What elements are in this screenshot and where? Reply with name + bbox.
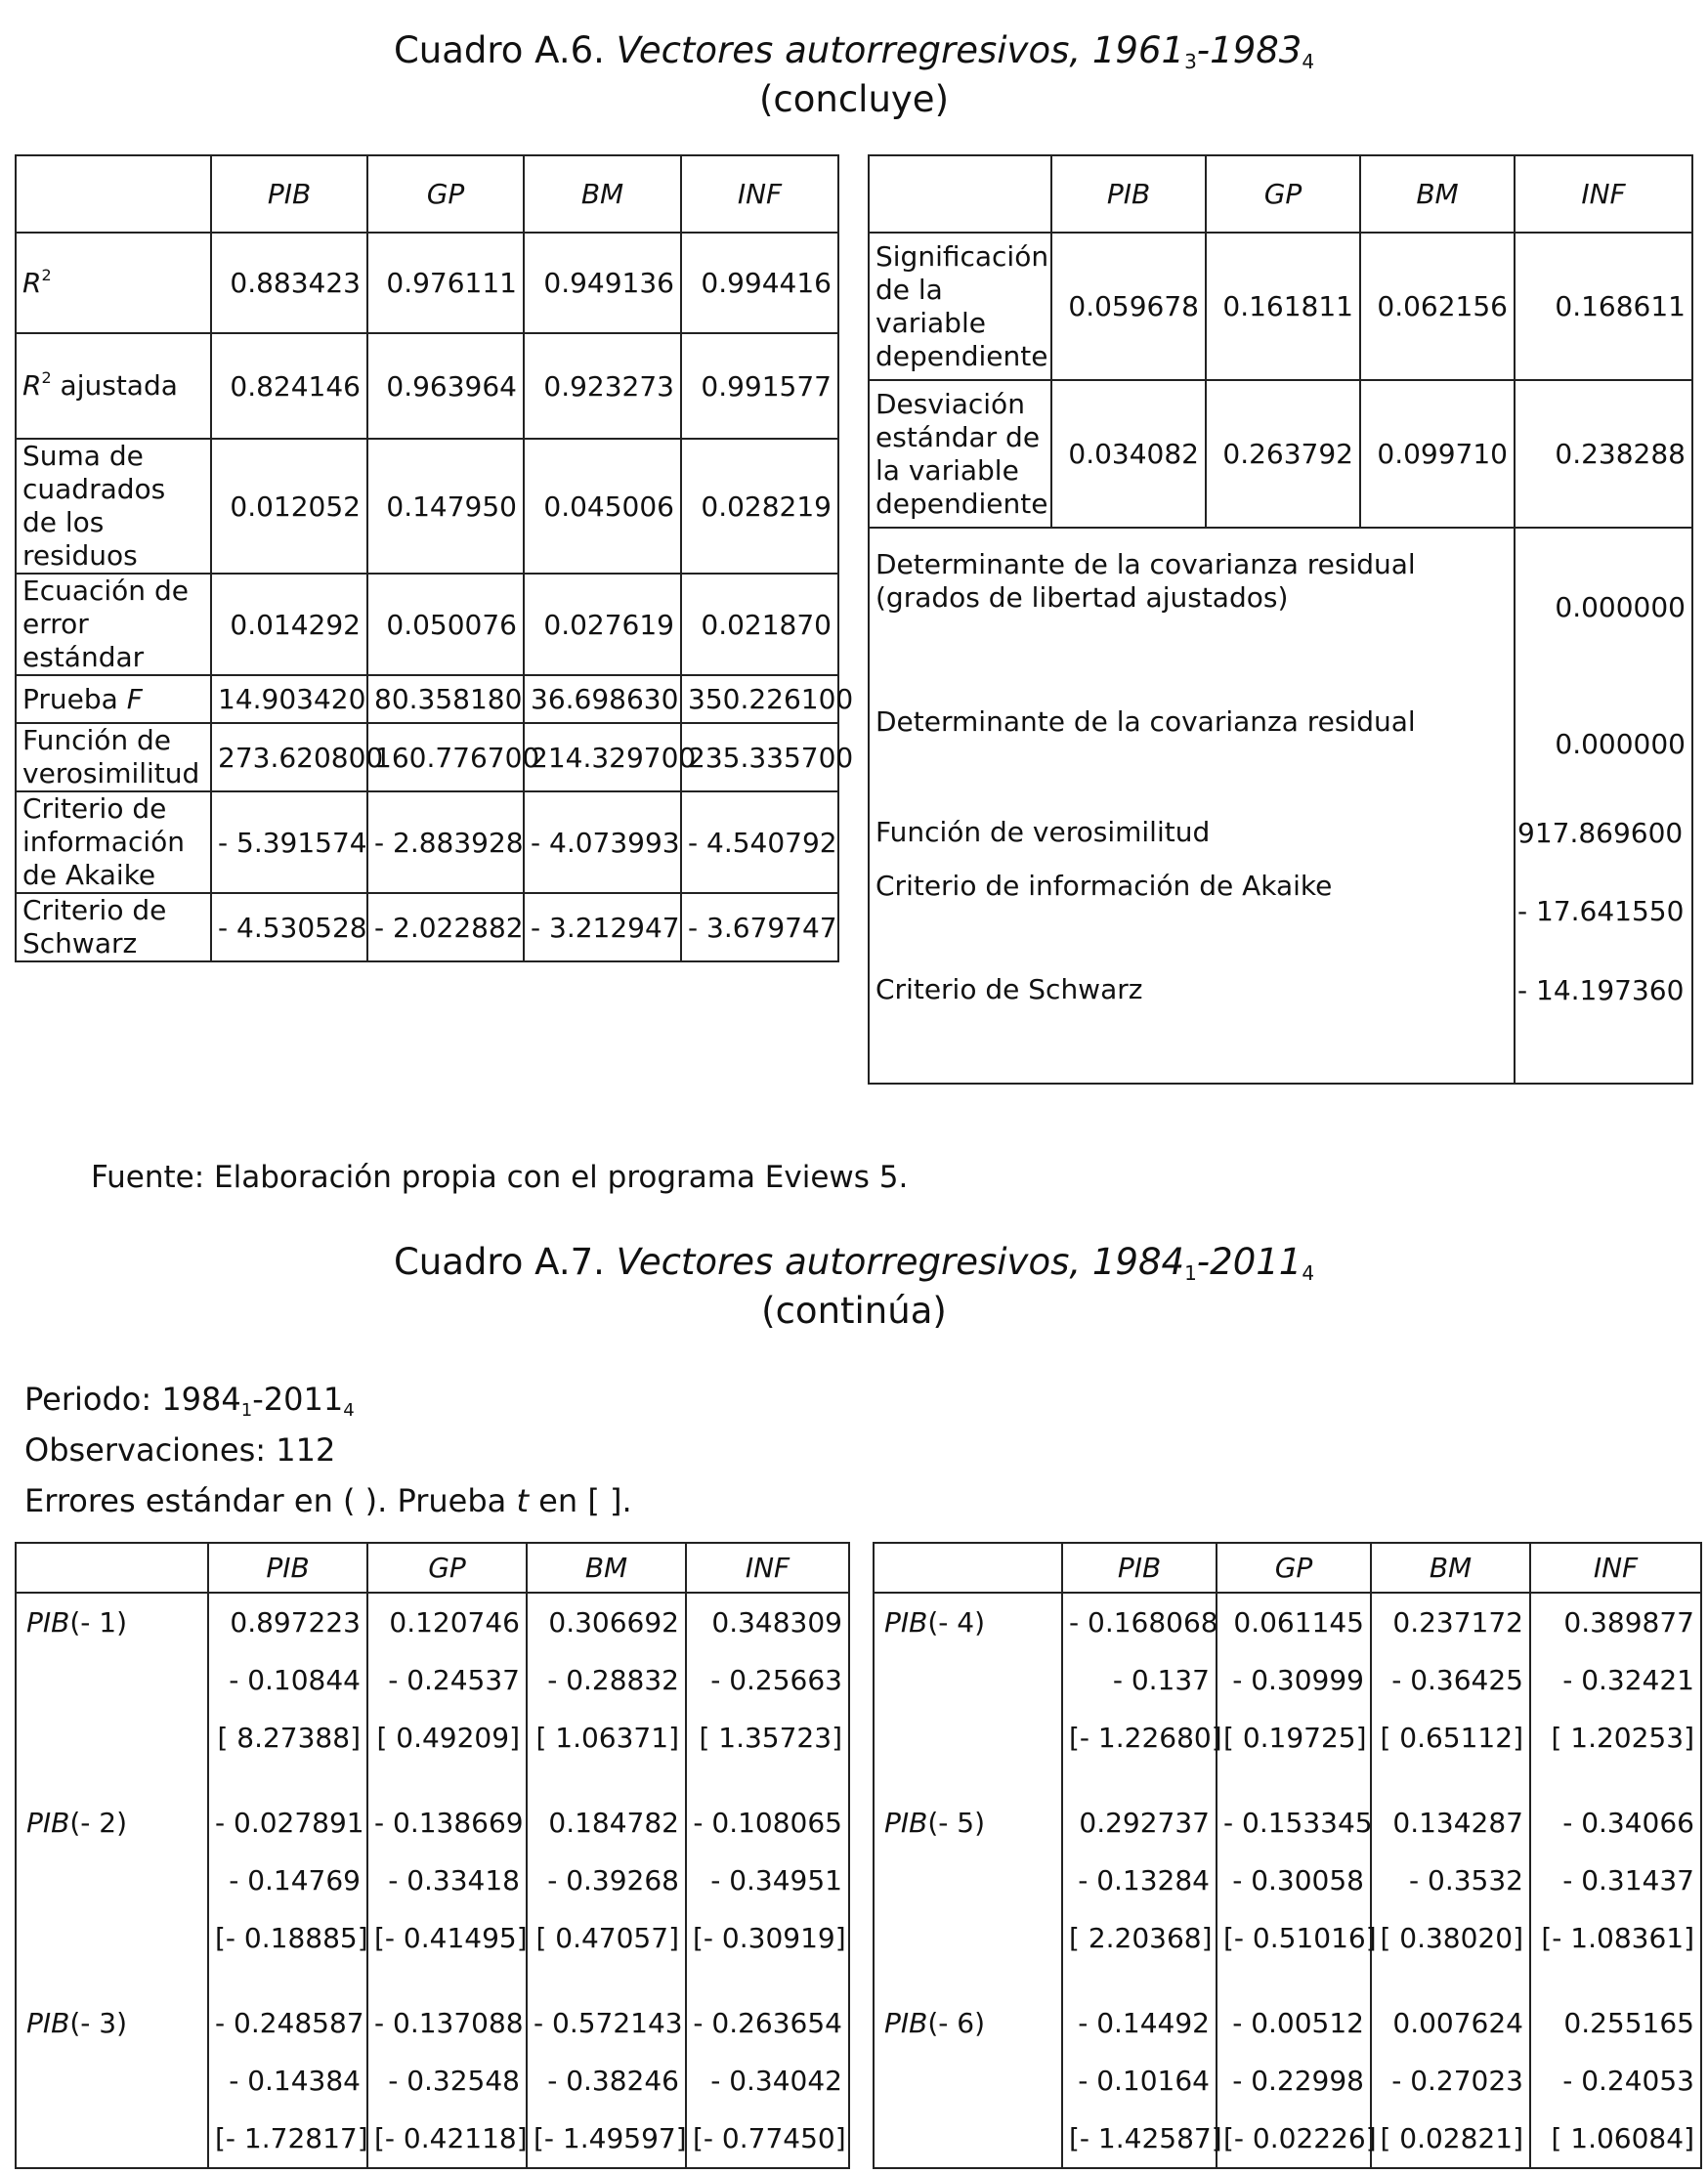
corner-cell [874, 1543, 1062, 1593]
spacer-cell [1371, 1767, 1530, 1794]
source-note: Fuente: Elaboración propia con el programa Eviews 5. [91, 1160, 909, 1195]
table-row [874, 1909, 1701, 1967]
table-row [16, 1794, 849, 1852]
table-row [16, 2110, 849, 2168]
spacer-cell [367, 1767, 527, 1794]
value-cell: - 0.00512 [1217, 1994, 1371, 2052]
value-cell: - 4.530528 [211, 893, 367, 961]
value-cell: 0.292737 [1062, 1794, 1217, 1852]
value-cell: 0.994416 [681, 233, 838, 333]
header-pib: PIB [1062, 1543, 1217, 1593]
value-cell: - 2.883928 [367, 791, 524, 893]
value-cell: - 0.25663 [686, 1651, 849, 1709]
value-cell: - 14.197360 [1515, 959, 1692, 1021]
value-cell: [- 1.49597] [527, 2110, 686, 2168]
header-inf: INF [1530, 1543, 1701, 1593]
table-row [16, 1852, 849, 1909]
row-label: Determinante de la covarianza residual [869, 686, 1515, 801]
value-cell: 0.949136 [524, 233, 681, 333]
row-label: Significación de la variable dependiente [869, 233, 1051, 380]
row-label: Determinante de la covarianza residual (grados de libertad ajustados) [869, 528, 1515, 686]
spacer-cell [16, 1967, 208, 1994]
spacer-cell [527, 1967, 686, 1994]
value-cell: - 3.212947 [524, 893, 681, 961]
value-cell: - 0.34042 [686, 2052, 849, 2110]
row-label: Criterio de Schwarz [16, 893, 211, 961]
value-cell: - 0.30058 [1217, 1852, 1371, 1909]
value-cell: 0.027619 [524, 574, 681, 675]
table-row [869, 686, 1692, 801]
row-label [16, 1852, 208, 1909]
value-cell: [ 0.02821] [1371, 2110, 1530, 2168]
table-row [869, 1021, 1692, 1084]
spacer-cell [874, 1767, 1062, 1794]
table-row [16, 723, 838, 791]
spacer-cell [367, 1967, 527, 1994]
row-label [16, 2052, 208, 2110]
value-cell: - 0.248587 [208, 1994, 367, 2052]
spacer-cell [208, 1967, 367, 1994]
table-row [16, 233, 838, 333]
row-label: Suma de cuadrados de los residuos [16, 439, 211, 574]
table-row [16, 439, 838, 574]
spacer-cell [1371, 1967, 1530, 1994]
spacer-cell [1217, 1767, 1371, 1794]
value-cell: [ 0.38020] [1371, 1909, 1530, 1967]
header-pib: PIB [211, 155, 367, 233]
value-cell: - 0.137088 [367, 1994, 527, 2052]
spacer-row [16, 1767, 849, 1794]
value-cell: 0.014292 [211, 574, 367, 675]
table-a7-title: Cuadro A.7. Vectores autorregresivos, $1984_1-2011_4$ [393, 1241, 1315, 1285]
row-label [874, 2052, 1062, 2110]
header-inf: INF [1515, 155, 1692, 233]
row-label: $R^2$ [16, 233, 211, 333]
value-cell: [ 0.49209] [367, 1709, 527, 1767]
header-bm: BM [1360, 155, 1515, 233]
table-row [16, 1994, 849, 2052]
value-cell: 0.099710 [1360, 380, 1515, 528]
row-label: PIB(- 6) [874, 1994, 1062, 2052]
header-inf: INF [681, 155, 838, 233]
value-cell: [ 1.35723] [686, 1709, 849, 1767]
value-cell: 235.335700 [681, 723, 838, 791]
value-cell: [- 1.42587] [1062, 2110, 1217, 2168]
value-cell: [- 0.18885] [208, 1909, 367, 1967]
header-gp: GP [367, 1543, 527, 1593]
spacer-cell [686, 1967, 849, 1994]
value-cell: - 0.38246 [527, 2052, 686, 2110]
value-cell: - 0.36425 [1371, 1651, 1530, 1709]
value-cell: 0.134287 [1371, 1794, 1530, 1852]
value-cell: 350.226100 [681, 675, 838, 723]
spacer-cell [1530, 1767, 1701, 1794]
value-cell: 0.059678 [1051, 233, 1206, 380]
value-cell: 0.237172 [1371, 1593, 1530, 1651]
value-cell: [- 0.02226] [1217, 2110, 1371, 2168]
value-cell: - 0.168068 [1062, 1593, 1217, 1651]
table-a6-right [868, 154, 1693, 1085]
row-label [16, 1709, 208, 1767]
spacer-cell [686, 1767, 849, 1794]
errores-line: Errores estándar en ( ). Prueba t en [ ]. [24, 1482, 632, 1519]
value-cell: 0.923273 [524, 333, 681, 439]
value-cell: - 0.34066 [1530, 1794, 1701, 1852]
value-cell: 0.120746 [367, 1593, 527, 1651]
value-cell: - 0.14769 [208, 1852, 367, 1909]
spacer-cell [1062, 1967, 1217, 1994]
value-cell: - 0.10844 [208, 1651, 367, 1709]
table-a6-left [15, 154, 854, 962]
value-cell: 80.358180 [367, 675, 524, 723]
value-cell: [- 0.42118] [367, 2110, 527, 2168]
value-cell: - 0.108065 [686, 1794, 849, 1852]
value-cell: 0.161811 [1206, 233, 1360, 380]
row-label: PIB(- 3) [16, 1994, 208, 2052]
table-a6-title: Cuadro A.6. Vectores autorregresivos, $1961_3-1983_4$ [393, 29, 1315, 73]
row-label: Criterio de información de Akaike [16, 791, 211, 893]
table-row [869, 959, 1692, 1021]
row-label [16, 1651, 208, 1709]
value-cell: [- 0.41495] [367, 1909, 527, 1967]
header-bm: BM [524, 155, 681, 233]
row-label [874, 1909, 1062, 1967]
value-cell: 0.168611 [1515, 233, 1692, 380]
value-cell: - 0.33418 [367, 1852, 527, 1909]
observaciones-line: Observaciones: 112 [24, 1431, 336, 1469]
value-cell: 36.698630 [524, 675, 681, 723]
row-label [16, 1909, 208, 1967]
table-row [16, 574, 838, 675]
value-cell: [ 1.06371] [527, 1709, 686, 1767]
table-row [16, 1909, 849, 1967]
empty-cell [1515, 1021, 1692, 1084]
spacer-row [16, 1967, 849, 1994]
value-cell: - 0.28832 [527, 1651, 686, 1709]
table-row [869, 528, 1692, 686]
value-cell: 0.976111 [367, 233, 524, 333]
corner-cell [869, 155, 1051, 233]
value-cell: 0.147950 [367, 439, 524, 574]
value-cell: - 0.572143 [527, 1994, 686, 2052]
corner-cell [16, 155, 211, 233]
value-cell: [ 1.20253] [1530, 1709, 1701, 1767]
value-cell: [- 0.30919] [686, 1909, 849, 1967]
value-cell: 0.050076 [367, 574, 524, 675]
value-cell: 0.824146 [211, 333, 367, 439]
spacer-cell [208, 1767, 367, 1794]
value-cell: - 0.34951 [686, 1852, 849, 1909]
value-cell: 214.329700 [524, 723, 681, 791]
value-cell: 14.903420 [211, 675, 367, 723]
value-cell: [ 0.65112] [1371, 1709, 1530, 1767]
value-cell: - 0.24537 [367, 1651, 527, 1709]
value-cell: 0.389877 [1530, 1593, 1701, 1651]
value-cell: 0.000000 [1515, 528, 1692, 686]
value-cell: - 0.39268 [527, 1852, 686, 1909]
value-cell: 273.620800 [211, 723, 367, 791]
table-row [874, 1852, 1701, 1909]
header-gp: GP [367, 155, 524, 233]
value-cell: - 0.31437 [1530, 1852, 1701, 1909]
value-cell: - 0.24053 [1530, 2052, 1701, 2110]
value-cell: - 0.138669 [367, 1794, 527, 1852]
value-cell: 0.012052 [211, 439, 367, 574]
row-label [874, 1852, 1062, 1909]
table-row [16, 2052, 849, 2110]
table-row [869, 380, 1692, 528]
table-row [874, 1593, 1701, 1651]
table-row [869, 864, 1692, 959]
header-gp: GP [1217, 1543, 1371, 1593]
value-cell: [ 2.20368] [1062, 1909, 1217, 1967]
header-inf: INF [686, 1543, 849, 1593]
table-row [16, 1593, 849, 1651]
value-cell: - 2.022882 [367, 893, 524, 961]
row-label [874, 1709, 1062, 1767]
value-cell: 917.869600 [1515, 801, 1692, 864]
table-a6-subtitle: (concluye) [758, 78, 950, 120]
value-cell: [ 1.06084] [1530, 2110, 1701, 2168]
value-cell: - 0.32548 [367, 2052, 527, 2110]
table-row [16, 791, 838, 893]
value-cell: 0.045006 [524, 439, 681, 574]
empty-cell [869, 1021, 1515, 1084]
row-label: PIB(- 2) [16, 1794, 208, 1852]
value-cell: - 0.10164 [1062, 2052, 1217, 2110]
table-row [16, 1651, 849, 1709]
table-row [16, 333, 838, 439]
row-label: Ecuación de error estándar [16, 574, 211, 675]
value-cell: 0.184782 [527, 1794, 686, 1852]
value-cell: 0.883423 [211, 233, 367, 333]
row-label: $R^2$ ajustada [16, 333, 211, 439]
value-cell: - 0.13284 [1062, 1852, 1217, 1909]
value-cell: [- 1.72817] [208, 2110, 367, 2168]
value-cell: - 17.641550 [1515, 864, 1692, 959]
value-cell: - 0.263654 [686, 1994, 849, 2052]
table-row [874, 1709, 1701, 1767]
value-cell: 0.034082 [1051, 380, 1206, 528]
header-bm: BM [1371, 1543, 1530, 1593]
value-cell: 0.897223 [208, 1593, 367, 1651]
spacer-cell [874, 1967, 1062, 1994]
periodo-line: Periodo: $1984_1-2011_4$ [24, 1381, 355, 1421]
table-row [874, 2110, 1701, 2168]
value-cell: 0.000000 [1515, 686, 1692, 801]
value-cell: 0.263792 [1206, 380, 1360, 528]
row-label: Prueba F [16, 675, 211, 723]
value-cell: 0.238288 [1515, 380, 1692, 528]
value-cell: - 0.3532 [1371, 1852, 1530, 1909]
spacer-row [874, 1967, 1701, 1994]
value-cell: - 0.27023 [1371, 2052, 1530, 2110]
value-cell: 160.776700 [367, 723, 524, 791]
value-cell: [ 0.47057] [527, 1909, 686, 1967]
value-cell: 0.028219 [681, 439, 838, 574]
header-bm: BM [527, 1543, 686, 1593]
row-label [874, 2110, 1062, 2168]
table-a7-right [873, 1542, 1702, 2169]
table-row [869, 233, 1692, 380]
row-label [16, 2110, 208, 2168]
value-cell: - 0.14492 [1062, 1994, 1217, 2052]
value-cell: [ 8.27388] [208, 1709, 367, 1767]
spacer-cell [1217, 1967, 1371, 1994]
table-row [16, 675, 838, 723]
value-cell: 0.007624 [1371, 1994, 1530, 2052]
table-a7-left [15, 1542, 850, 2169]
value-cell: 0.963964 [367, 333, 524, 439]
header-pib: PIB [1051, 155, 1206, 233]
value-cell: - 4.073993 [524, 791, 681, 893]
spacer-row [874, 1767, 1701, 1794]
value-cell: [- 0.77450] [686, 2110, 849, 2168]
spacer-cell [16, 1767, 208, 1794]
value-cell: - 0.22998 [1217, 2052, 1371, 2110]
row-label: Función de verosimilitud [869, 801, 1515, 864]
corner-cell [16, 1543, 208, 1593]
table-row [874, 1651, 1701, 1709]
value-cell: - 5.391574 [211, 791, 367, 893]
spacer-cell [527, 1767, 686, 1794]
row-label [874, 1651, 1062, 1709]
value-cell: 0.306692 [527, 1593, 686, 1651]
table-row [874, 1794, 1701, 1852]
row-label: PIB(- 1) [16, 1593, 208, 1651]
value-cell: [ 0.19725] [1217, 1709, 1371, 1767]
row-label: Criterio de Schwarz [869, 959, 1515, 1021]
value-cell: 0.061145 [1217, 1593, 1371, 1651]
row-label: Desviación estándar de la variable dependiente [869, 380, 1051, 528]
value-cell: [- 0.51016] [1217, 1909, 1371, 1967]
table-row [16, 1709, 849, 1767]
row-label: Criterio de información de Akaike [869, 864, 1515, 959]
value-cell: - 3.679747 [681, 893, 838, 961]
value-cell: 0.062156 [1360, 233, 1515, 380]
value-cell: - 0.137 [1062, 1651, 1217, 1709]
table-a7-subtitle: (continúa) [761, 1290, 947, 1332]
table-row [16, 893, 838, 961]
header-gp: GP [1206, 155, 1360, 233]
row-label: Función de verosimilitud [16, 723, 211, 791]
value-cell: [- 1.08361] [1530, 1909, 1701, 1967]
value-cell: 0.348309 [686, 1593, 849, 1651]
value-cell: - 4.540792 [681, 791, 838, 893]
value-cell: 0.255165 [1530, 1994, 1701, 2052]
spacer-cell [1062, 1767, 1217, 1794]
value-cell: - 0.30999 [1217, 1651, 1371, 1709]
table-row [874, 1994, 1701, 2052]
row-label: PIB(- 5) [874, 1794, 1062, 1852]
value-cell: - 0.32421 [1530, 1651, 1701, 1709]
value-cell: - 0.153345 [1217, 1794, 1371, 1852]
value-cell: [- 1.22680] [1062, 1709, 1217, 1767]
spacer-cell [1530, 1967, 1701, 1994]
value-cell: - 0.14384 [208, 2052, 367, 2110]
table-row [874, 2052, 1701, 2110]
row-label: PIB(- 4) [874, 1593, 1062, 1651]
header-pib: PIB [208, 1543, 367, 1593]
value-cell: - 0.027891 [208, 1794, 367, 1852]
value-cell: 0.021870 [681, 574, 838, 675]
value-cell: 0.991577 [681, 333, 838, 439]
table-row [869, 801, 1692, 864]
